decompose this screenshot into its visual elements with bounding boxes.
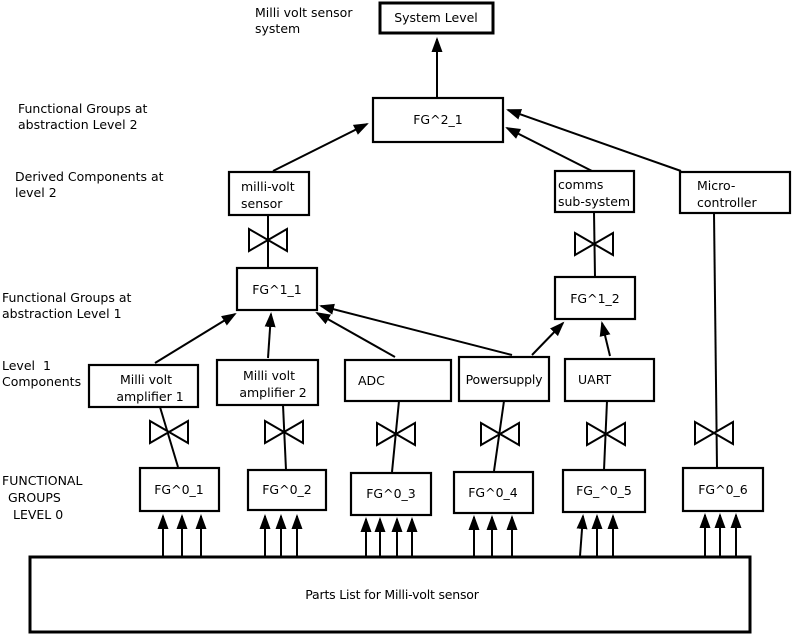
node-fg1-2 bbox=[555, 277, 635, 319]
edge-uart-to-fg1-2 bbox=[602, 323, 610, 356]
svg-text:Powersupply: Powersupply bbox=[465, 372, 543, 387]
svg-text:sub-system: sub-system bbox=[558, 194, 631, 209]
svg-text:amplifier 1: amplifier 1 bbox=[116, 389, 184, 404]
node-fg0-4 bbox=[454, 472, 533, 513]
node-milli-volt-amplifier-1 bbox=[89, 365, 198, 407]
svg-text:ADC: ADC bbox=[358, 373, 385, 388]
node-micro-controller bbox=[680, 172, 790, 213]
edge-amp2-to-fg1-1 bbox=[268, 314, 271, 358]
svg-text:GROUPS: GROUPS bbox=[8, 490, 61, 505]
svg-text:FG^1_2: FG^1_2 bbox=[570, 291, 620, 306]
edge-mv-sensor-to-fg2-1 bbox=[273, 124, 367, 171]
svg-text:Functional Groups at: Functional Groups at bbox=[2, 290, 132, 305]
node-adc bbox=[345, 360, 451, 401]
svg-text:Milli volt sensor: Milli volt sensor bbox=[255, 5, 353, 20]
system-level-label: System Level bbox=[394, 10, 478, 25]
svg-text:FG^0_3: FG^0_3 bbox=[366, 486, 416, 501]
svg-text:FUNCTIONAL: FUNCTIONAL bbox=[2, 473, 83, 488]
node-uart bbox=[565, 359, 654, 401]
svg-text:Parts List for Milli-volt sens: Parts List for Milli-volt sensor bbox=[305, 587, 479, 602]
svg-text:level 2: level 2 bbox=[15, 185, 57, 200]
row-label-functional-groups-level-1 bbox=[2, 290, 131, 321]
svg-text:system: system bbox=[255, 21, 301, 36]
edge-amp2-to-fg0-2 bbox=[283, 405, 286, 470]
svg-text:FG^0_2: FG^0_2 bbox=[262, 482, 312, 497]
fg2-1-label: FG^2_1 bbox=[413, 112, 463, 127]
node-fg0-3 bbox=[351, 473, 431, 515]
edge-micro-to-fg0-6 bbox=[714, 213, 717, 468]
svg-text:LEVEL 0: LEVEL 0 bbox=[13, 507, 64, 522]
row-label-functional-groups-level-2 bbox=[18, 101, 147, 132]
row-label-functional-groups-level-0 bbox=[2, 473, 82, 522]
node-fg0-1 bbox=[140, 468, 219, 511]
svg-text:Level 1: Level 1 bbox=[2, 358, 51, 373]
edge-amp1-to-fg0-1 bbox=[160, 407, 178, 467]
node-milli-volt-sensor bbox=[229, 172, 309, 215]
svg-text:Micro-: Micro- bbox=[697, 178, 736, 193]
parts-to-fg0-2-arrows bbox=[265, 516, 297, 556]
svg-text:abstraction Level 2: abstraction Level 2 bbox=[18, 117, 138, 132]
row-label-system bbox=[255, 5, 353, 36]
node-system-level bbox=[380, 3, 493, 33]
node-fg0-5 bbox=[563, 470, 645, 512]
svg-text:FG^0_1: FG^0_1 bbox=[154, 482, 204, 497]
node-comms-sub-system bbox=[555, 171, 634, 212]
svg-text:UART: UART bbox=[578, 372, 612, 387]
node-fg0-6 bbox=[683, 468, 763, 511]
row-label-derived-components-level-2 bbox=[15, 169, 164, 200]
parts-to-fg0-4-arrows bbox=[474, 517, 512, 556]
node-fg2-1 bbox=[373, 98, 503, 142]
svg-text:Functional Groups at: Functional Groups at bbox=[18, 101, 148, 116]
svg-text:milli-volt: milli-volt bbox=[241, 179, 295, 194]
edge-psu-to-fg1-2 bbox=[532, 323, 563, 355]
svg-text:FG^0_4: FG^0_4 bbox=[468, 485, 518, 500]
edge-amp1-to-fg1-1 bbox=[155, 314, 235, 363]
svg-text:FG_^0_5: FG_^0_5 bbox=[576, 483, 632, 498]
svg-text:controller: controller bbox=[697, 195, 757, 210]
svg-text:Milli volt: Milli volt bbox=[242, 368, 296, 383]
parts-to-fg0-3-arrows bbox=[366, 519, 412, 556]
node-fg1-1 bbox=[237, 268, 317, 310]
node-fg0-2 bbox=[248, 470, 326, 510]
svg-text:amplifier 2: amplifier 2 bbox=[239, 385, 307, 400]
svg-text:Milli volt: Milli volt bbox=[119, 372, 173, 387]
node-milli-volt-amplifier-2 bbox=[217, 360, 318, 405]
edge-micro-to-fg2-1 bbox=[508, 110, 681, 171]
svg-text:abstraction Level 1: abstraction Level 1 bbox=[2, 306, 122, 321]
parts-to-fg0-5-arrows bbox=[580, 516, 613, 556]
svg-text:comms: comms bbox=[558, 177, 604, 192]
svg-text:sensor: sensor bbox=[241, 196, 283, 211]
parts-to-fg0-1-arrows bbox=[163, 516, 201, 556]
parts-to-fg0-6-arrows bbox=[705, 515, 736, 556]
svg-text:FG^0_6: FG^0_6 bbox=[698, 482, 748, 497]
row-label-level-1-components bbox=[2, 358, 81, 389]
bowtie-micro bbox=[695, 422, 733, 444]
svg-text:Components: Components bbox=[2, 374, 82, 389]
svg-text:Derived Components at: Derived Components at bbox=[15, 169, 164, 184]
edge-adc-to-fg1-1 bbox=[317, 313, 395, 357]
node-powersupply bbox=[459, 357, 549, 401]
svg-text:FG^1_1: FG^1_1 bbox=[252, 282, 302, 297]
node-parts-list bbox=[30, 557, 750, 632]
